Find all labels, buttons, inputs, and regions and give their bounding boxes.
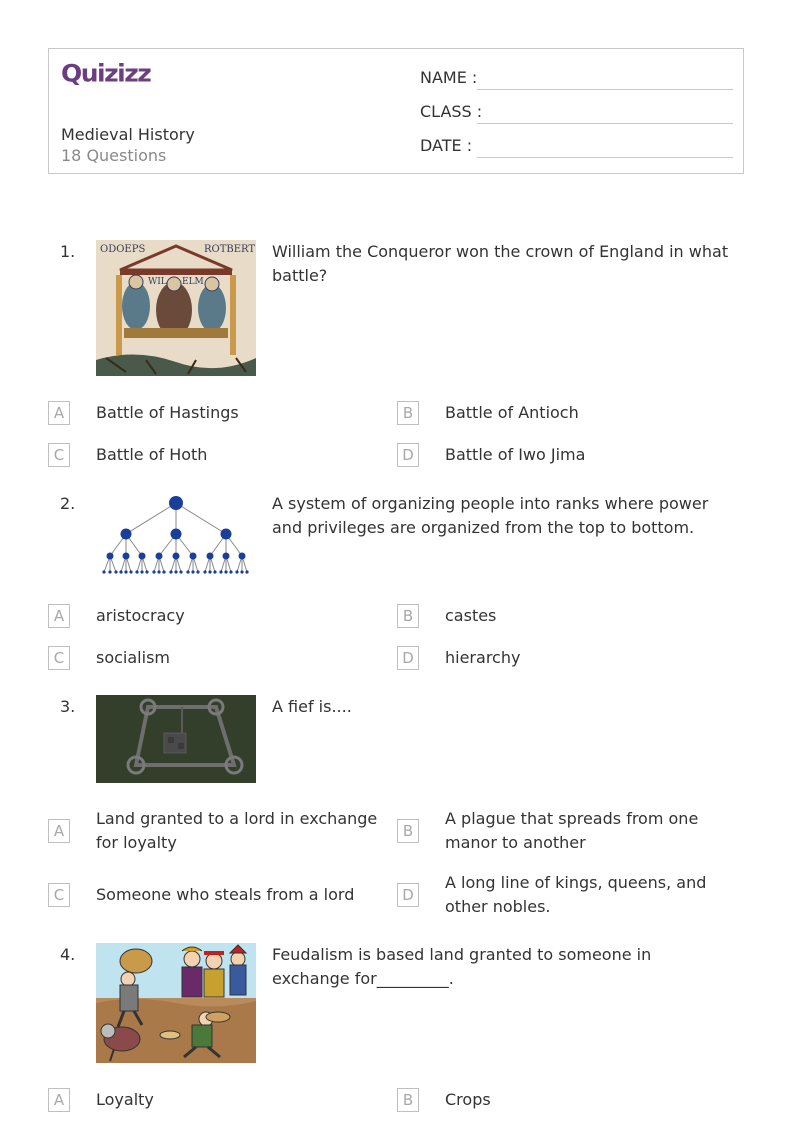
option-c-letter[interactable]: C xyxy=(48,646,70,670)
option-c-letter[interactable]: C xyxy=(48,443,70,467)
option-d-letter[interactable]: D xyxy=(397,646,419,670)
svg-text:ELM: ELM xyxy=(182,277,204,287)
option-a-text[interactable]: Battle of Hastings xyxy=(96,403,239,422)
hierarchy-tree-image xyxy=(96,492,256,578)
option-a-letter[interactable]: A xyxy=(48,604,70,628)
option-a-text[interactable]: Land granted to a lord in exchange for loyalty xyxy=(96,809,378,852)
option-d-letter[interactable]: D xyxy=(397,883,419,907)
option-b-text[interactable]: Battle of Antioch xyxy=(445,403,579,422)
question-text: A system of organizing people into ranks where power and privileges are organized from the top to bottom. xyxy=(272,494,709,537)
quizizz-logo: Quizizz xyxy=(61,59,151,88)
option-b-letter[interactable]: B xyxy=(397,604,419,628)
option-d-text[interactable]: A long line of kings, queens, and other nobles. xyxy=(445,873,707,916)
option-d-letter[interactable]: D xyxy=(397,443,419,467)
name-label: NAME : xyxy=(420,68,478,87)
option-c-letter[interactable]: C xyxy=(48,883,70,907)
date-field-label xyxy=(420,136,472,155)
bayeux-tapestry-image xyxy=(96,240,256,376)
option-a-letter[interactable]: A xyxy=(48,1088,70,1112)
svg-text:ODOEPS: ODOEPS xyxy=(100,244,146,255)
svg-text:ROTBERT: ROTBERT xyxy=(204,244,256,255)
class-label: CLASS : xyxy=(420,102,483,121)
feudal-peasants-image xyxy=(96,943,256,1063)
option-b-text[interactable]: A plague that spreads from one manor to another xyxy=(445,809,699,852)
option-b-text[interactable]: castes xyxy=(445,606,497,625)
option-b-letter[interactable]: B xyxy=(397,819,419,843)
option-a-letter[interactable]: A xyxy=(48,819,70,843)
svg-text:WIL: WIL xyxy=(148,277,167,287)
castle-aerial-image xyxy=(96,695,256,783)
option-d-text[interactable]: hierarchy xyxy=(445,648,521,667)
worksheet-header xyxy=(48,48,744,174)
option-c-text[interactable]: socialism xyxy=(96,648,170,667)
option-d-text[interactable]: Battle of Iwo Jima xyxy=(445,445,586,464)
name-line[interactable] xyxy=(477,89,733,90)
name-field-label xyxy=(420,68,477,87)
question-text: A fief is.... xyxy=(272,697,352,716)
question-number: 3. xyxy=(60,697,76,716)
question-text: Feudalism is based land granted to someone in exchange for_________. xyxy=(272,945,652,988)
option-b-letter[interactable]: B xyxy=(397,401,419,425)
worksheet-title: Medieval History xyxy=(61,125,195,144)
option-b-text[interactable]: Crops xyxy=(445,1090,491,1109)
option-a-letter[interactable]: A xyxy=(48,401,70,425)
option-a-text[interactable]: aristocracy xyxy=(96,606,185,625)
option-c-text[interactable]: Battle of Hoth xyxy=(96,445,208,464)
class-field-label xyxy=(420,102,482,121)
option-b-letter[interactable]: B xyxy=(397,1088,419,1112)
question-count: 18 Questions xyxy=(61,146,167,165)
option-a-text[interactable]: Loyalty xyxy=(96,1090,154,1109)
question-number: 4. xyxy=(60,945,76,964)
date-label: DATE : xyxy=(420,136,473,155)
question-text: William the Conqueror won the crown of England in what battle? xyxy=(272,242,729,285)
option-c-text[interactable]: Someone who steals from a lord xyxy=(96,885,355,904)
question-number: 1. xyxy=(60,242,76,261)
date-line[interactable] xyxy=(477,157,733,158)
class-line[interactable] xyxy=(477,123,733,124)
question-number: 2. xyxy=(60,494,76,513)
